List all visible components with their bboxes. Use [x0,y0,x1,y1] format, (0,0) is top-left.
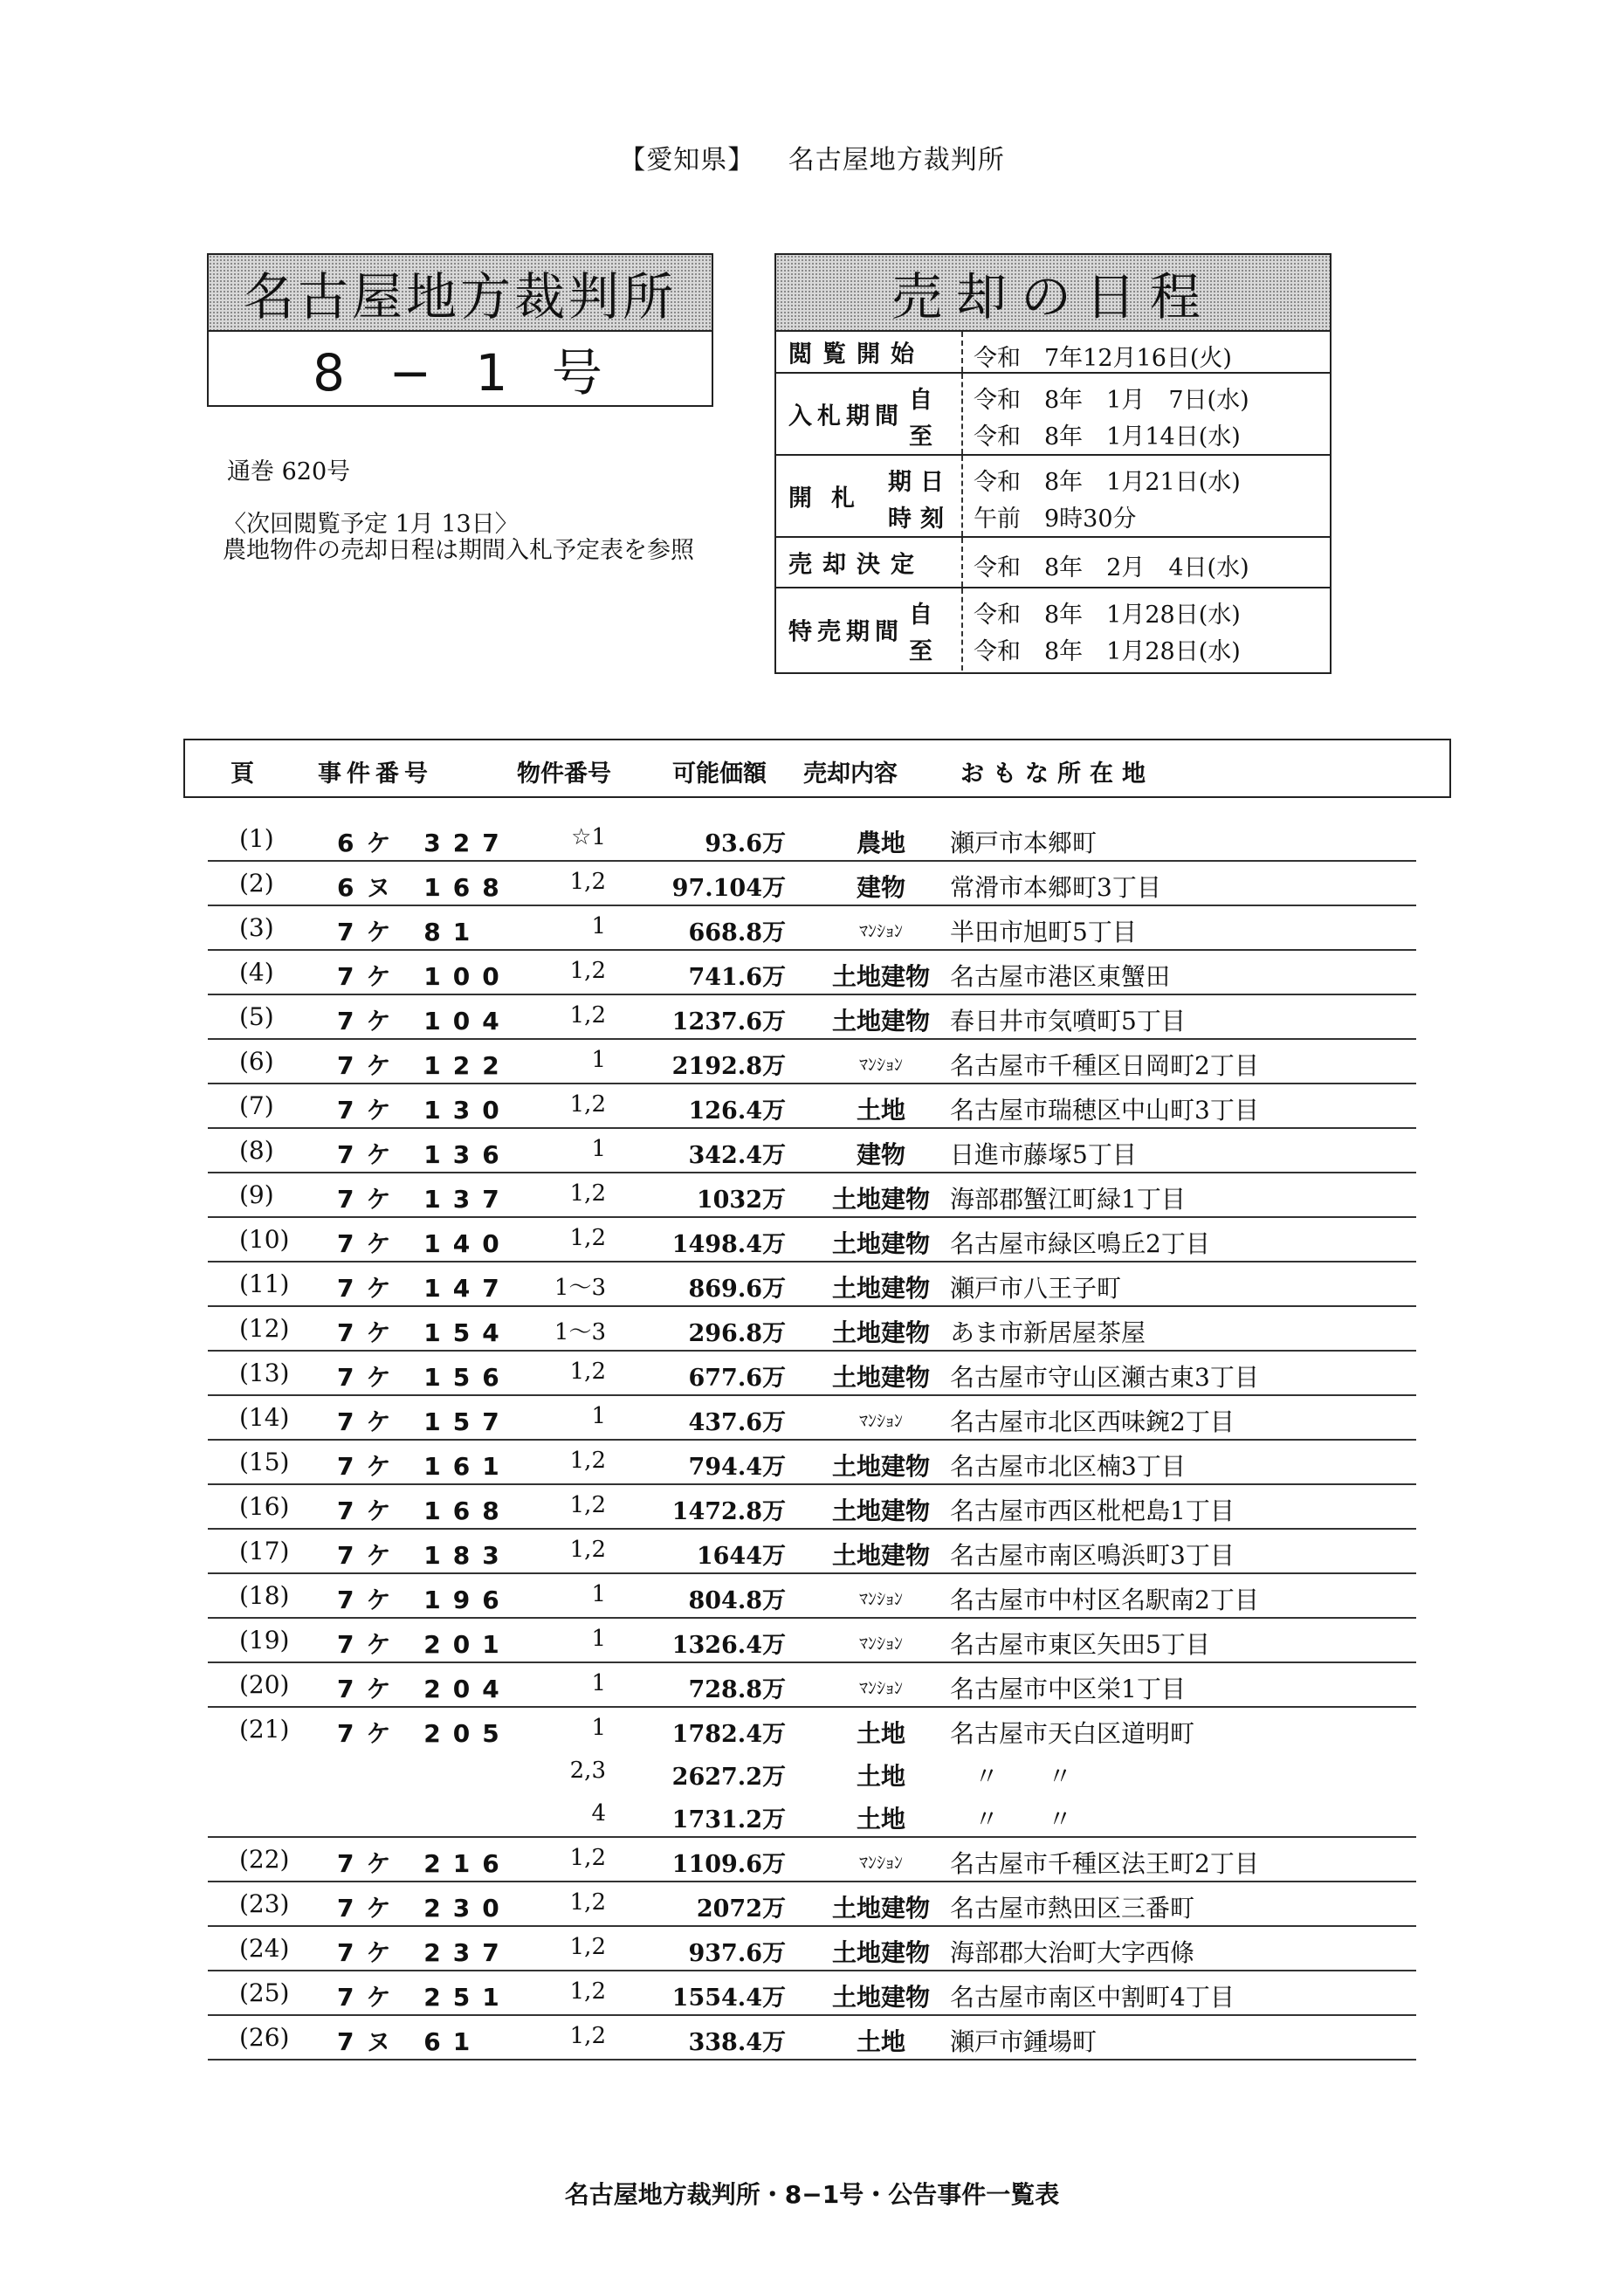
row-address: 名古屋市中村区名駅南2丁目 [950,1586,1259,1614]
row-address: 名古屋市千種区日岡町2丁目 [950,1051,1259,1080]
row-property-number: 1,2 [569,1180,606,1207]
row-page: (25) [239,1978,290,2007]
row-sale-type: 土地建物 [831,1983,930,2012]
viewing-start-label: 閲覧開始 [788,341,925,368]
row-page: (20) [239,1670,290,1699]
special-to-value: 令和 8年 1月28日(水) [974,638,1241,665]
row-page: (12) [239,1314,290,1343]
row-sale-type: 土地建物 [831,1938,930,1967]
row-address: 海部郡蟹江町緑1丁目 [950,1185,1186,1214]
row-sale-type: ﾏﾝｼｮﾝ [859,1410,903,1431]
row-address: 名古屋市港区東蟹田 [950,962,1171,991]
row-price: 93.6万 [705,830,786,857]
opening-date-label: 期日 [888,469,953,496]
table-row [208,862,1416,906]
schedule-row-decision [776,538,1330,588]
row-address: 名古屋市南区鳴浜町3丁目 [950,1541,1235,1570]
row-address: 名古屋市瑞穂区中山町3丁目 [950,1096,1259,1125]
row-price: 2627.2万 [671,1764,786,1791]
table-row [208,906,1416,951]
table-row [208,1084,1416,1129]
row-page: (1) [239,824,274,853]
row-page: (8) [239,1136,274,1165]
table-row [208,1751,1416,1793]
court-issue-box [207,253,713,407]
table-row [208,1663,1416,1708]
row-property-number: 1 [591,1626,606,1652]
row-page: (3) [239,913,274,942]
table-row [208,1441,1416,1485]
row-sale-type: 土地建物 [831,1185,930,1214]
opening-label: 開札 [788,485,874,513]
row-case-number: 7ケ 147 [337,1274,512,1303]
row-sale-type: 土地建物 [831,1007,930,1035]
table-row [208,1971,1416,2016]
row-sale-type: 土地建物 [831,1363,930,1392]
row-property-number: 1,2 [569,1537,606,1563]
opening-time-label: 時刻 [888,506,953,533]
row-price: 728.8万 [688,1676,786,1703]
row-address: 常滑市本郷町3丁目 [950,873,1161,902]
row-sale-type: 土地 [856,1805,905,1833]
row-case-number: 7ケ 216 [337,1849,512,1878]
row-price: 1782.4万 [671,1721,786,1748]
row-address: 名古屋市千種区法王町2丁目 [950,1849,1259,1878]
row-page: (21) [239,1715,290,1744]
row-price: 1554.4万 [671,1985,786,2012]
row-sale-type: 土地 [856,1762,905,1791]
row-sale-type: 土地建物 [831,1496,930,1525]
row-page: (23) [239,1889,290,1918]
row-sale-type: 建物 [856,1140,905,1169]
row-page: (5) [239,1002,274,1031]
row-page: (26) [239,2023,290,2052]
opening-time-value: 午前 9時30分 [974,506,1137,533]
row-address: 名古屋市中区栄1丁目 [950,1675,1186,1703]
row-property-number: 1 [591,1715,606,1741]
case-list [208,817,1416,2061]
table-row [208,1040,1416,1084]
row-page: (18) [239,1581,290,1610]
row-property-number: 1,2 [569,958,606,984]
row-case-number: 7ケ 104 [337,1007,512,1035]
row-sale-type: 土地建物 [831,1274,930,1303]
table-row [208,1927,1416,1971]
next-viewing-note: 〈次回閲覧予定 1月 13日〉 [223,511,519,538]
row-sale-type: 土地建物 [831,1229,930,1258]
table-row [208,1838,1416,1882]
row-sale-type: 土地 [856,2027,905,2056]
row-case-number: 7ケ 201 [337,1630,512,1659]
row-address: 名古屋市西区枇杷島1丁目 [950,1496,1235,1525]
court-name: 名古屋地方裁判所 [788,145,1005,175]
row-sale-type: 土地 [856,1719,905,1748]
schedule-row-bid-period [776,374,1330,456]
row-property-number: 1,2 [569,869,606,895]
sale-schedule-box [774,253,1332,674]
row-address: 名古屋市守山区瀬古東3丁目 [950,1363,1259,1392]
row-address: 名古屋市北区楠3丁目 [950,1452,1186,1481]
table-row [208,1262,1416,1307]
row-address: 海部郡大治町大字西條 [950,1938,1195,1967]
opening-date-value: 令和 8年 1月21日(水) [974,469,1241,496]
decision-value: 令和 8年 2月 4日(水) [974,554,1249,581]
row-case-number: 7ケ 156 [337,1363,512,1392]
row-address: 春日井市気噴町5丁目 [950,1007,1186,1035]
row-price: 741.6万 [688,964,786,991]
row-address: 名古屋市南区中割町4丁目 [950,1983,1235,2012]
table-row [208,1882,1416,1927]
row-sale-type: 土地建物 [831,962,930,991]
bid-from-label: 自 [909,387,932,414]
row-case-number: 7ケ 168 [337,1496,512,1525]
row-price: 1032万 [696,1187,786,1214]
row-address: 〃 〃 [950,1805,1073,1833]
row-address: 名古屋市北区西味鋺2丁目 [950,1407,1235,1436]
row-property-number: 1 [591,1670,606,1696]
row-page: (2) [239,869,274,898]
special-from-label: 自 [909,602,932,629]
row-property-number: 1,2 [569,1091,606,1118]
row-page: (13) [239,1359,290,1387]
row-price: 937.6万 [688,1940,786,1967]
row-page: (14) [239,1403,290,1432]
row-page: (7) [239,1091,274,1120]
volume-number: 通巻 620号 [227,458,351,485]
row-price: 1109.6万 [671,1851,786,1878]
row-case-number: 6ケ 327 [337,829,512,857]
row-page: (11) [239,1269,290,1298]
row-case-number: 7ケ 157 [337,1407,512,1436]
schedule-row-special [776,588,1330,671]
row-property-number: 1,2 [569,1934,606,1960]
row-price: 1731.2万 [671,1806,786,1833]
row-property-number: 1,2 [569,1448,606,1474]
row-price: 342.4万 [688,1142,786,1169]
schedule-title: 売却の日程 [776,255,1330,332]
table-header [183,739,1451,798]
table-row [208,817,1416,862]
row-price: 668.8万 [688,919,786,946]
table-row [208,2016,1416,2061]
row-case-number: 7ケ 205 [337,1719,512,1748]
row-property-number: 4 [591,1800,606,1827]
row-sale-type: ﾏﾝｼｮﾝ [859,1852,903,1873]
row-sale-type: ﾏﾝｼｮﾝ [859,1054,903,1075]
bid-from-value: 令和 8年 1月 7日(水) [974,387,1249,414]
bid-to-value: 令和 8年 1月14日(水) [974,423,1241,451]
table-row [208,1530,1416,1574]
row-address: 名古屋市緑区鳴丘2丁目 [950,1229,1210,1258]
row-sale-type: 土地建物 [831,1541,930,1570]
row-address: あま市新居屋茶屋 [950,1318,1146,1347]
issue-number: 8 − 1 号 [313,343,608,402]
row-address: 〃 〃 [950,1762,1073,1791]
row-price: 804.8万 [688,1587,786,1614]
row-property-number: ☆1 [571,824,606,850]
row-price: 677.6万 [688,1365,786,1392]
header-prop: 物件番号 [517,760,611,788]
row-case-number: 6ヌ 168 [337,873,512,902]
row-property-number: 1 [591,1047,606,1073]
row-property-number: 1〜3 [554,1319,606,1345]
table-row [208,1574,1416,1619]
row-page: (19) [239,1626,290,1655]
bid-to-label: 至 [909,423,932,451]
row-property-number: 1,2 [569,1889,606,1916]
row-case-number: 7ケ 136 [337,1140,512,1169]
row-page: (4) [239,958,274,987]
row-property-number: 1,2 [569,1359,606,1385]
row-property-number: 1 [591,913,606,939]
row-case-number: 7ケ 161 [337,1452,512,1481]
table-row [208,1396,1416,1441]
row-case-number: 7ヌ 61 [337,2027,483,2056]
special-period-label: 特売期間 [788,618,904,646]
row-sale-type: 土地 [856,1096,905,1125]
row-property-number: 2,3 [569,1758,606,1784]
bid-period-label: 入札期間 [788,402,904,430]
schedule-row-viewing [776,332,1330,374]
row-property-number: 1,2 [569,1978,606,2005]
row-address: 名古屋市東区矢田5丁目 [950,1630,1210,1659]
header-price: 可能価額 [672,760,767,788]
row-case-number: 7ケ 196 [337,1586,512,1614]
row-page: (16) [239,1492,290,1521]
header-addr: おもな所在地 [960,760,1154,788]
row-sale-type: ﾏﾝｼｮﾝ [859,920,903,941]
farmland-note: 農地物件の売却日程は期間入札予定表を参照 [223,537,694,564]
table-row [208,1708,1416,1751]
row-page: (10) [239,1225,290,1254]
row-address: 瀬戸市八王子町 [950,1274,1122,1303]
row-address: 半田市旭町5丁目 [950,918,1137,946]
row-sale-type: 土地建物 [831,1452,930,1481]
header-page: 頁 [231,760,254,788]
row-page: (15) [239,1448,290,1476]
page-header [0,138,1624,176]
row-price: 296.8万 [688,1320,786,1347]
row-sale-type: 農地 [856,829,905,857]
table-row [208,1307,1416,1352]
row-case-number: 7ケ 140 [337,1229,512,1258]
row-page: (17) [239,1537,290,1565]
prefecture-label: 【愛知県】 [619,145,755,175]
row-page: (22) [239,1845,290,1874]
table-row [208,1129,1416,1173]
row-case-number: 7ケ 183 [337,1541,512,1570]
row-sale-type: ﾏﾝｼｮﾝ [859,1588,903,1609]
court-title: 名古屋地方裁判所 [209,255,712,332]
row-property-number: 1,2 [569,2023,606,2049]
row-price: 126.4万 [688,1097,786,1125]
row-address: 日進市藤塚5丁目 [950,1140,1137,1169]
row-address: 名古屋市天白区道明町 [950,1719,1195,1748]
row-case-number: 7ケ 251 [337,1983,512,2012]
row-price: 97.104万 [671,875,786,902]
row-address: 瀬戸市鍾場町 [950,2027,1098,2056]
row-sale-type: 土地建物 [831,1894,930,1923]
table-row [208,1485,1416,1530]
row-price: 869.6万 [688,1276,786,1303]
row-sale-type: ﾏﾝｼｮﾝ [859,1677,903,1698]
row-price: 2072万 [696,1895,786,1923]
row-property-number: 1,2 [569,1002,606,1029]
row-case-number: 7ケ 154 [337,1318,512,1347]
row-page: (6) [239,1047,274,1076]
row-case-number: 7ケ 81 [337,918,483,946]
row-address: 名古屋市熱田区三番町 [950,1894,1195,1923]
row-property-number: 1,2 [569,1845,606,1871]
row-sale-type: 土地建物 [831,1318,930,1347]
row-page: (24) [239,1934,290,1963]
row-price: 1472.8万 [671,1498,786,1525]
table-row [208,995,1416,1040]
special-from-value: 令和 8年 1月28日(水) [974,602,1241,629]
row-page: (9) [239,1180,274,1209]
table-row [208,1619,1416,1663]
row-property-number: 1 [591,1581,606,1607]
table-row [208,1352,1416,1396]
row-price: 1498.4万 [671,1231,786,1258]
row-case-number: 7ケ 100 [337,962,512,991]
table-row [208,1218,1416,1262]
row-case-number: 7ケ 122 [337,1051,512,1080]
row-price: 338.4万 [688,2029,786,2056]
special-to-label: 至 [909,638,932,665]
row-price: 1237.6万 [671,1008,786,1035]
row-property-number: 1,2 [569,1492,606,1518]
row-address: 瀬戸市本郷町 [950,829,1098,857]
row-sale-type: 建物 [856,873,905,902]
table-row [208,1173,1416,1218]
page-footer: 名古屋地方裁判所・8−1号・公告事件一覧表 [564,2180,1060,2209]
row-property-number: 1,2 [569,1225,606,1251]
row-case-number: 7ケ 137 [337,1185,512,1214]
row-property-number: 1〜3 [554,1275,606,1301]
row-case-number: 7ケ 237 [337,1938,512,1967]
header-case: 事件番号 [318,760,433,788]
row-price: 1326.4万 [671,1632,786,1659]
table-row [208,951,1416,995]
viewing-start-value: 令和 7年12月16日(火) [974,345,1232,372]
row-case-number: 7ケ 130 [337,1096,512,1125]
row-price: 2192.8万 [671,1053,786,1080]
row-case-number: 7ケ 230 [337,1894,512,1923]
decision-label: 売却決定 [788,551,925,579]
row-sale-type: ﾏﾝｼｮﾝ [859,1633,903,1654]
schedule-row-opening [776,456,1330,538]
table-row [208,1793,1416,1838]
row-price: 437.6万 [688,1409,786,1436]
row-property-number: 1 [591,1403,606,1429]
row-price: 1644万 [696,1543,786,1570]
row-property-number: 1 [591,1136,606,1162]
row-price: 794.4万 [688,1454,786,1481]
row-case-number: 7ケ 204 [337,1675,512,1703]
header-type: 売却内容 [803,760,898,788]
